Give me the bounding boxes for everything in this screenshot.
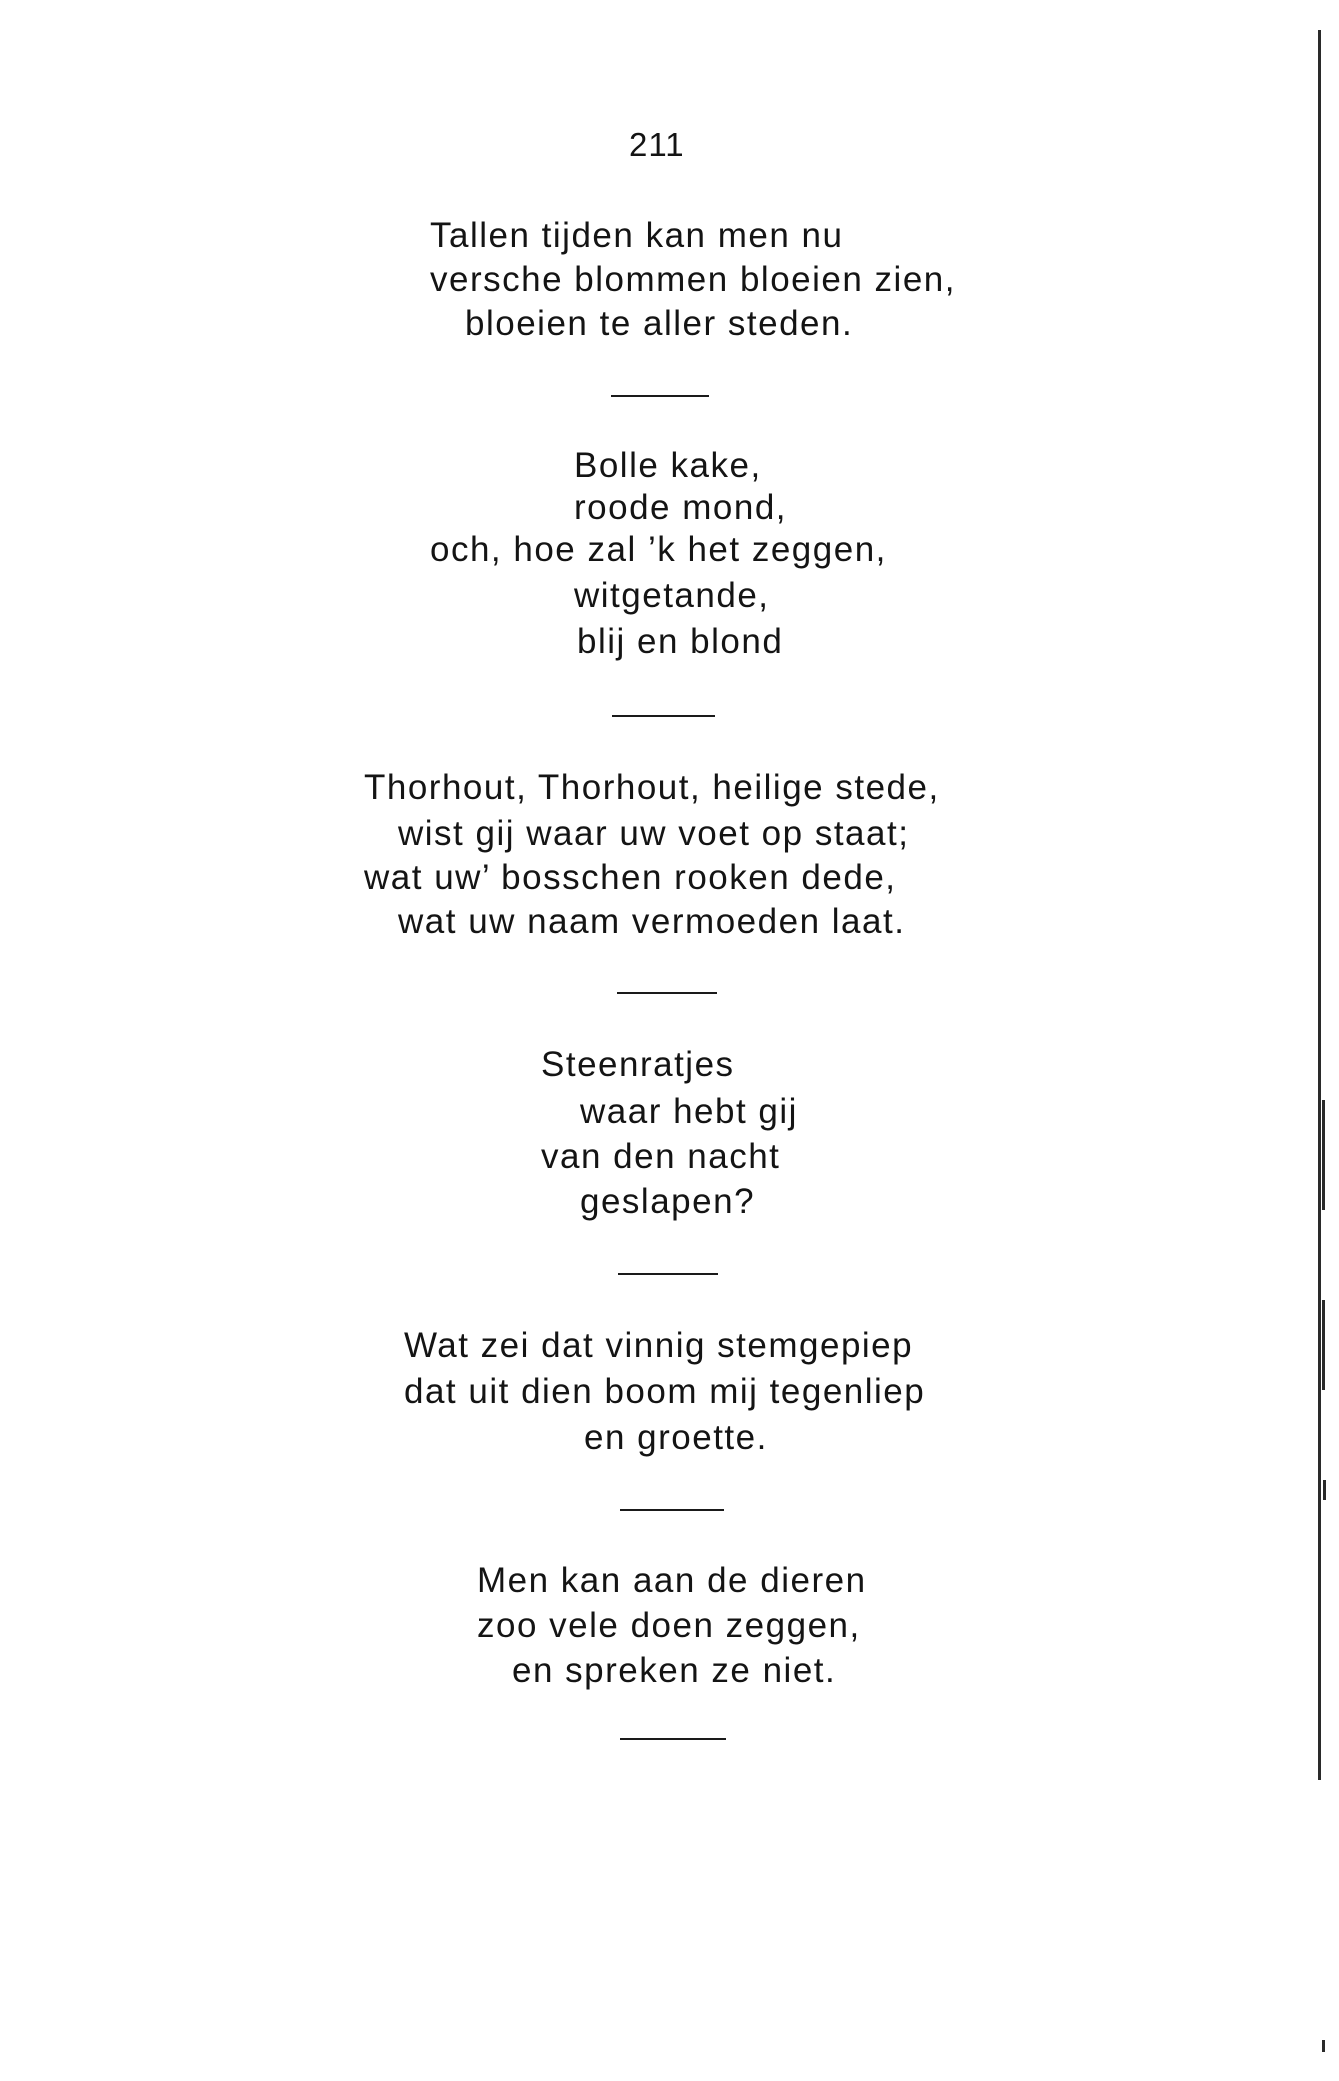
section-divider	[618, 1273, 718, 1275]
poem-line: wat uw’ bosschen rooken dede,	[364, 858, 897, 897]
poem-line: zoo vele doen zeggen,	[477, 1606, 861, 1645]
poem-line: Steenratjes	[541, 1045, 735, 1084]
poem-line: wist gij waar uw voet op staat;	[398, 814, 910, 853]
section-divider	[612, 715, 715, 717]
section-divider	[620, 1509, 724, 1511]
poem-line: en spreken ze niet.	[512, 1651, 837, 1690]
poem-line: witgetande,	[574, 576, 770, 615]
page-edge-line	[1318, 30, 1321, 1780]
page-edge-mark	[1323, 1480, 1326, 1500]
poem-line: blij en blond	[577, 622, 784, 661]
poem-line: bloeien te aller steden.	[465, 304, 854, 343]
page-number: 211	[629, 126, 685, 163]
poem-line: och, hoe zal ’k het zeggen,	[430, 530, 887, 569]
poem-line: geslapen?	[580, 1182, 756, 1221]
page-edge-mark	[1322, 1100, 1325, 1210]
poem-line: dat uit dien boom mij tegenliep	[404, 1372, 926, 1411]
section-divider	[620, 1738, 726, 1740]
page-edge-mark	[1322, 2040, 1325, 2052]
poem-line: Bolle kake,	[574, 446, 762, 485]
section-divider	[617, 992, 717, 994]
poem-line: Tallen tijden kan men nu	[430, 216, 844, 255]
poem-line: versche blommen bloeien zien,	[430, 260, 956, 299]
poem-line: Thorhout, Thorhout, heilige stede,	[364, 768, 940, 807]
poem-line: Wat zei dat vinnig stemgepiep	[404, 1326, 914, 1365]
poem-line: en groette.	[584, 1418, 768, 1457]
page-edge-mark	[1322, 1300, 1325, 1390]
poem-line: waar hebt gij	[580, 1092, 798, 1131]
poem-line: Men kan aan de dieren	[477, 1561, 867, 1600]
poem-line: van den nacht	[541, 1137, 781, 1176]
poem-line: wat uw naam vermoeden laat.	[398, 902, 906, 941]
section-divider	[611, 395, 709, 397]
poem-line: roode mond,	[574, 488, 788, 527]
